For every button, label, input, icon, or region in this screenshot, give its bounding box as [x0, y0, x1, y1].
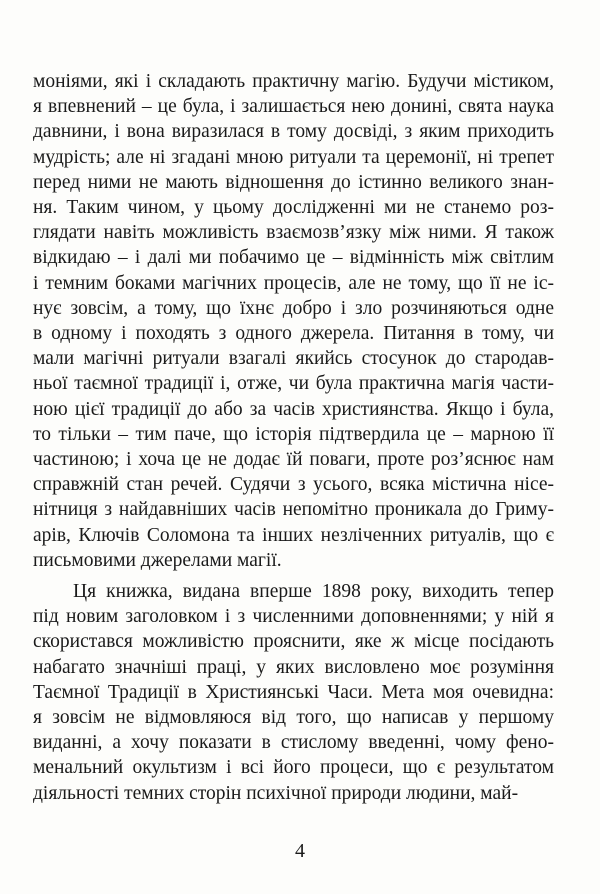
- paragraph-1: [33, 69, 554, 573]
- text-line: я впевнений – це була, і залишається нею донині, свята наука: [33, 96, 554, 118]
- paragraph-2: [33, 579, 554, 806]
- text-line: моніями, які і складають практичну магію. Будучи містиком,: [33, 71, 554, 92]
- text-line: Таємної Традиції в Християнські Часи. Мета моя очевидна:: [33, 681, 554, 703]
- text-line: перед ними не мають відношення до істинно великого знан-: [33, 171, 554, 193]
- text-line: справжній стан речей. Судячи з усього, всяка містична нісе-: [33, 474, 554, 496]
- text-line: діяльності темних сторін психічної природи людини, май-: [33, 782, 519, 804]
- text-line: в одному і походять з одного джерела. Питання в тому, чи: [33, 323, 554, 345]
- page-number: 4: [295, 840, 305, 862]
- text-line: я зовсім не відмовляюся від того, що написав у першому: [33, 707, 554, 729]
- text-line: виданні, а хочу показати в стислому введенні, чому фено-: [33, 732, 554, 754]
- text-line: під новим заголовком і з численними доповненнями; у ній я: [33, 606, 554, 628]
- text-line: арів, Ключів Соломона та інших незліченних ритуалів, що є: [33, 524, 554, 546]
- text-line: ною цієї традиції до або за часів християнства. Якщо і була,: [33, 398, 554, 420]
- text-line: то тільки – тим паче, що історія підтвердила це – марною її: [33, 423, 554, 445]
- text-line: Ця книжка, видана вперше 1898 року, виходить тепер: [73, 581, 554, 603]
- page-body: [33, 69, 554, 806]
- text-line: ня. Таким чином, у цьому дослідженні ми не станемо роз-: [33, 197, 554, 219]
- text-line: мали магічні ритуали взагалі якийсь стосунок до стародав-: [33, 348, 554, 370]
- text-line: мудрість; але ні згадані мною ритуали та церемонії, ні трепет: [33, 146, 554, 168]
- text-line: глядати навіть можливість взаємозв’язку між ними. Я також: [33, 222, 554, 244]
- text-line: менальний окультизм і всі його процеси, що є результатом: [33, 757, 554, 779]
- text-line: письмовими джерелами магії.: [33, 549, 282, 571]
- text-line: частиною; і хоча це не додає їй поваги, проте роз’яснює нам: [33, 449, 554, 471]
- text-line: ньої таємної традиції і, отже, чи була практична магія части-: [33, 373, 554, 395]
- text-line: і темним боками магічних процесів, але не тому, що її не іс-: [33, 272, 554, 294]
- text-line: нує зовсім, а тому, що їхнє добро і зло розчиняються одне: [33, 297, 554, 319]
- text-line: відкидаю – і далі ми побачимо це – відмінність між світлим: [33, 247, 554, 269]
- text-line: давнини, і вона виразилася в тому досвіді, з яким приходить: [33, 121, 554, 143]
- text-line: нітниця з найдавніших часів непомітно проникала до Гриму-: [33, 499, 554, 521]
- text-line: набагато значніші праці, у яких висловлено моє розуміння: [33, 656, 554, 678]
- text-line: скористався можливістю прояснити, яке ж місце посідають: [33, 631, 554, 653]
